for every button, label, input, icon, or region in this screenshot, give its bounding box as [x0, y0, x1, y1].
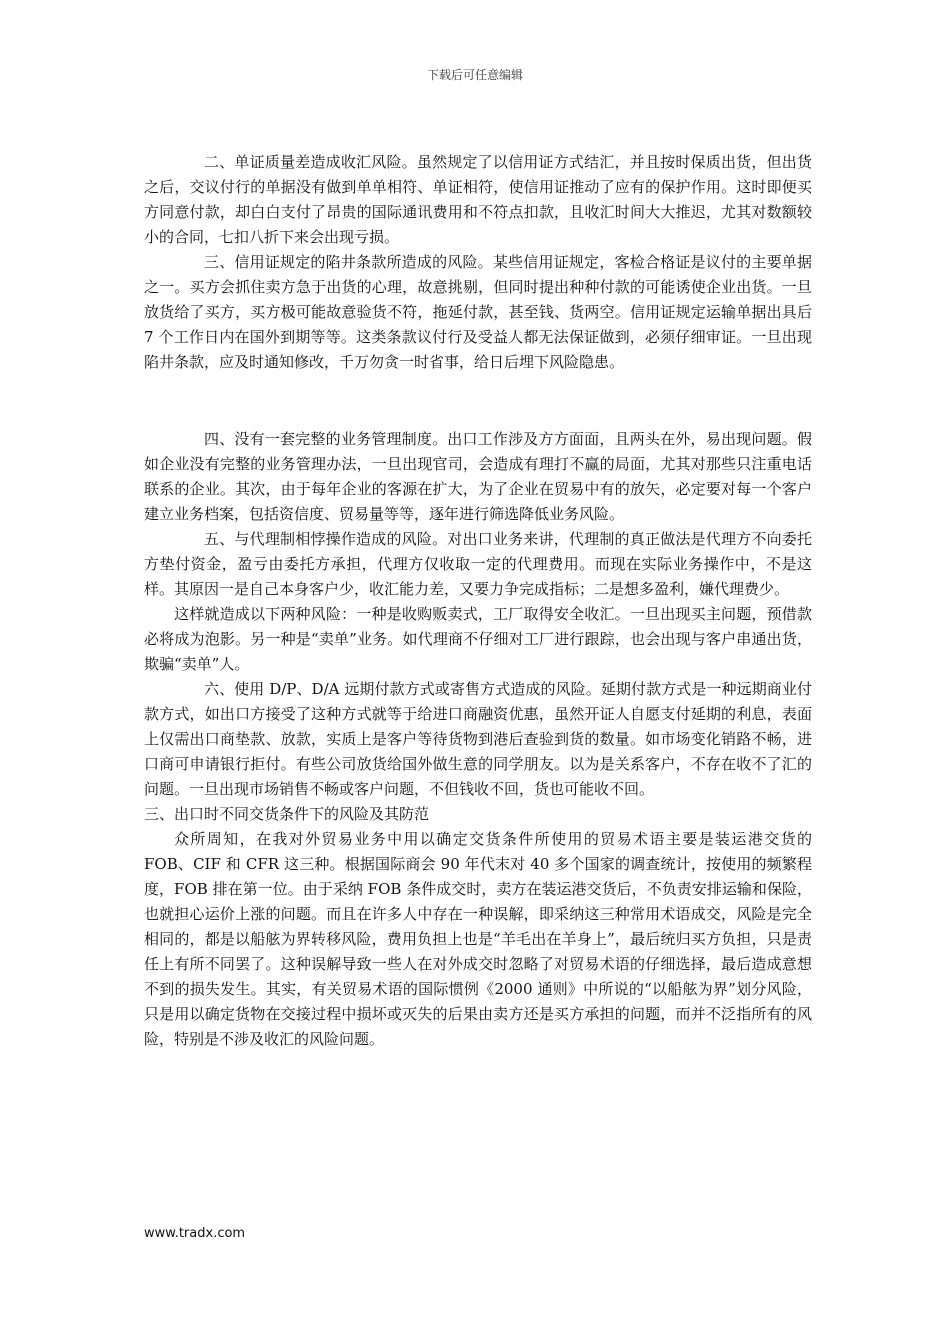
paragraph-section-2: 二、单证质量差造成收汇风险。虽然规定了以信用证方式结汇，并且按时保质出货，但出货之后，交议付行的单据没有做到单单相符、单证相符，使信用证推动了应有的保护作用。这时即便买方同意付款，却白白支付了昂贵的国际通讯费用和不符点扣款，且收汇时间大大推迟，尤其对数额较小的合同，七扣八折下来会出现亏损。	[144, 153, 812, 246]
document-body	[144, 150, 812, 1052]
paragraph-gap	[144, 375, 812, 427]
paragraph-section-4: 四、没有一套完整的业务管理制度。出口工作涉及方方面面，且两头在外，易出现问题。假如企业没有完整的业务管理办法，一旦出现官司，会造成有理打不赢的局面，尤其对那些只注重电话联系的企业。其次，由于每年企业的客源在扩大，为了企业在贸易中有的放矢，必定要对每一个客户建立业务档案，包括资信度、贸易量等等，逐年进行筛选降低业务风险。	[144, 430, 812, 523]
paragraph-section-3: 三、信用证规定的陷井条款所造成的风险。某些信用证规定，客检合格证是议付的主要单据之一。买方会抓住卖方急于出货的心理，故意挑剔，但同时提出种种付款的可能诱使企业出货。一旦放货给了买方，买方极可能故意验货不符，拖延付款，甚至钱、货两空。信用证规定运输单据出具后 7 个工作日内在国外到期等等。这类条款议付行及受益人都无法保证做到，必须仔细审证。一旦出现陷井条款，应及时通知修改，千万勿贪一时省事，给日后埋下风险隐患。	[144, 253, 812, 371]
page-footer: www.tradx.com	[144, 1226, 246, 1241]
paragraph-two-risks: 这样就造成以下两种风险：一种是收购贩卖式，工厂取得安全收汇。一旦出现买主问题，预借款必将成为泡影。另一种是“卖单”业务。如代理商不仔细对工厂进行跟踪，也会出现与客户串通出货，欺骗“卖单”人。	[144, 605, 812, 673]
paragraph-section-6: 六、使用 D/P、D/A 远期付款方式或寄售方式造成的风险。延期付款方式是一种远期商业付款方式，如出口方接受了这种方式就等于给进口商融资优惠，虽然开证人自愿支付延期的利息，表面上仅需出口商垫款、放款，实质上是客户等待货物到港后查验到货的数量。如市场变化销路不畅，进口商可申请银行拒付。有些公司放货给国外做生意的同学朋友。以为是关系客户，不存在收不了汇的问题。一旦出现市场销售不畅或客户问题，不但钱收不回，货也可能收不回。	[144, 680, 812, 798]
paragraph-section-5: 五、与代理制相悖操作造成的风险。对出口业务来讲，代理制的真正做法是代理方不向委托方垫付资金，盈亏由委托方承担，代理方仅收取一定的代理费用。而现在实际业务操作中，不是这样。其原因一是自己本身客户少，收汇能力差，又要力争完成指标；二是想多盈利，嫌代理费少。	[144, 530, 812, 598]
section-heading: 三、出口时不同交货条件下的风险及其防范	[144, 805, 430, 823]
paragraph-trade-terms: 众所周知，在我对外贸易业务中用以确定交货条件所使用的贸易术语主要是装运港交货的 FOB、CIF 和 CFR 这三种。根据国际商会 90 年代末对 40 多个国家的调查统计，按使用的频繁程度，FOB 排在第一位。由于采纳 FOB 条件成交时，卖方在装运港交货后，不负责安排运输和保险，也就担心运价上涨的问题。而且在许多人中存在一种误解，即采纳这三种常用术语成交，风险是完全相同的，都是以船舷为界转移风险，费用负担上也是“羊毛出在羊身上”，最后统归买方负担，只是责任上有所不同罢了。这种误解导致一些人在对外成交时忽略了对贸易术语的仔细选择，最后造成意想不到的损失发生。其实，有关贸易术语的国际惯例《2000 通则》中所说的“以船舷为界”划分风险，只是用以确定货物在交接过程中损坏或灭失的后果由卖方还是买方承担的问题，而并不泛指所有的风险，特别是不涉及收汇的风险问题。	[144, 830, 812, 1048]
page-header: 下载后可任意编辑	[426, 68, 523, 82]
